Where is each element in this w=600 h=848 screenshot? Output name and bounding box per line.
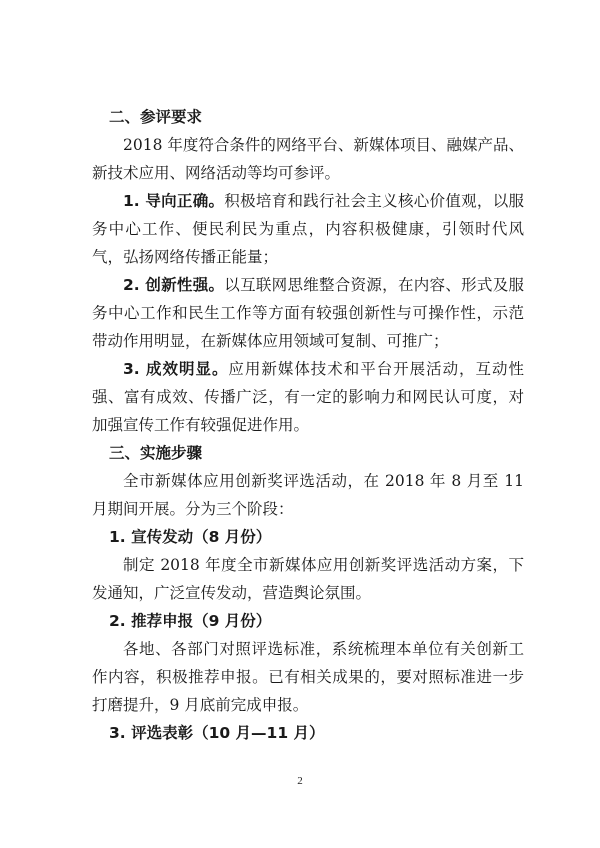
- paragraph: [92, 635, 524, 719]
- document-body: [92, 103, 524, 747]
- paragraph-text: 积极培育和践行社会主义核心价值观，以服务中心工作、便民利民为重点，内容积极健康，引领时代风气，弘扬网络传播正能量；: [92, 192, 524, 266]
- paragraph-text: 全市新媒体应用创新奖评选活动，在 2018 年 8 月至 11 月期间开展。分为三个阶段：: [92, 472, 524, 518]
- section-heading: 2. 推荐申报（9 月份）: [109, 612, 272, 630]
- paragraph: [92, 271, 524, 355]
- section-heading: 3. 评选表彰（10 月—11 月）: [109, 724, 325, 742]
- paragraph: [92, 467, 524, 523]
- paragraph-text: 2018 年度符合条件的网络平台、新媒体项目、融媒产品、新技术应用、网络活动等均可参评。: [92, 136, 524, 182]
- paragraph: [92, 551, 524, 607]
- section-heading: 二、参评要求: [109, 108, 203, 126]
- paragraph: [92, 131, 524, 187]
- paragraph-text: 制定 2018 年度全市新媒体应用创新奖评选活动方案，下发通知，广泛宣传发动，营造舆论氛围。: [92, 556, 524, 602]
- paragraph: [92, 355, 524, 439]
- paragraph-lead: 2. 创新性强。: [123, 276, 225, 294]
- page-number: 2: [297, 775, 303, 787]
- paragraph-text: 应用新媒体技术和平台开展活动，互动性强、富有成效、传播广泛，有一定的影响力和网民认可度，对加强宣传工作有较强促进作用。: [92, 360, 524, 434]
- paragraph-text: 各地、各部门对照评选标准，系统梳理本单位有关创新工作内容，积极推荐申报。已有相关成果的，要对照标准进一步打磨提升，9 月底前完成申报。: [92, 640, 524, 714]
- paragraph-lead: 3. 成效明显。: [123, 360, 229, 378]
- paragraph: [92, 187, 524, 271]
- paragraph-lead: 1. 导向正确。: [123, 192, 225, 210]
- section-heading: 1. 宣传发动（8 月份）: [109, 528, 272, 546]
- paragraph-text: 以互联网思维整合资源，在内容、形式及服务中心工作和民生工作等方面有较强创新性与可操作性，示范带动作用明显，在新媒体应用领域可复制、可推广；: [92, 276, 524, 350]
- section-heading: 三、实施步骤: [109, 444, 203, 462]
